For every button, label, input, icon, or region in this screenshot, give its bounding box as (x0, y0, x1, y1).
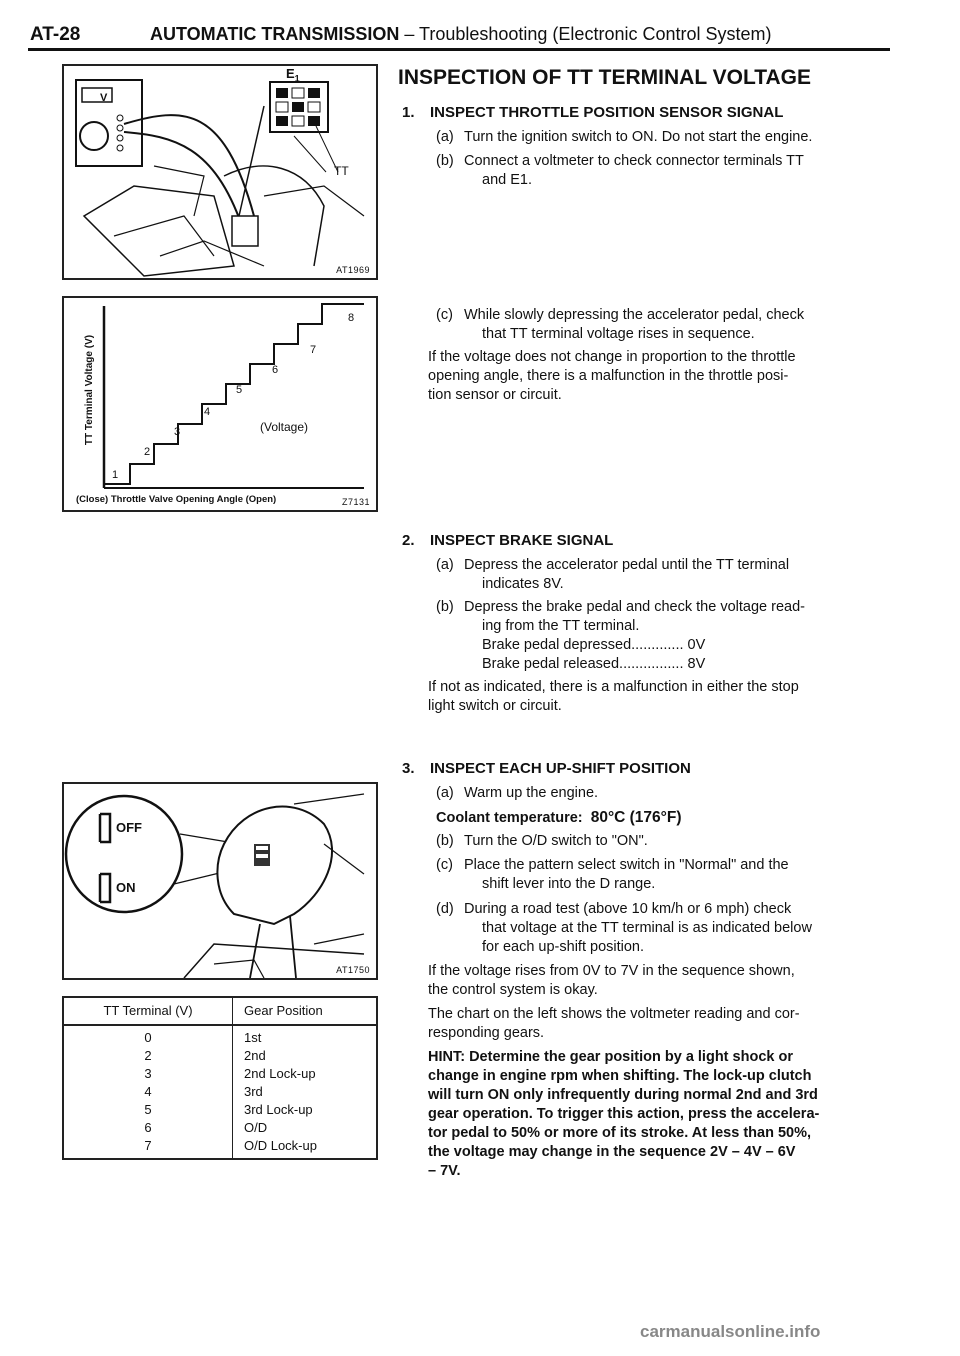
step3-p1: If the voltage rises from 0V to 7V in the sequence shown, (428, 963, 795, 979)
voltmeter-display (82, 88, 112, 102)
step1-c (436, 306, 896, 325)
step2-p1: If not as indicated, there is a malfunction in either the stop (428, 679, 799, 695)
step1-num: 1. (402, 104, 415, 121)
figure-code: AT1969 (336, 265, 370, 275)
cell-volt: 5 (144, 1102, 152, 1117)
step3-p2: the control system is okay. (428, 982, 598, 998)
cell-gear: 2nd (244, 1048, 266, 1063)
figure-voltage-step-chart (62, 296, 378, 512)
page-code: AT-28 (30, 24, 81, 45)
cell-gear: O/D Lock-up (244, 1138, 317, 1153)
label-c: (c) (436, 307, 453, 323)
step-2: 2 (144, 446, 151, 458)
table-row (64, 1084, 376, 1102)
figure-voltmeter-connection (62, 64, 378, 280)
step3-b-text: Turn the O/D switch to "ON". (464, 833, 648, 849)
hint-line-5: tor pedal to 50% or more of its stroke. At less than 50%, (428, 1125, 812, 1141)
step-7: 7 (310, 344, 317, 356)
table-row (64, 1066, 376, 1084)
figure-code-2: Z7131 (341, 497, 370, 507)
step1-c-text2: that TT terminal voltage rises in sequence. (482, 326, 755, 342)
hint-line-2: change in engine rpm when shifting. The lock-up clutch (428, 1068, 812, 1084)
label-c: (c) (436, 857, 453, 873)
step2-p2: light switch or circuit. (428, 698, 562, 714)
step3-d-text1: During a road test (above 10 km/h or 6 mph) check (464, 901, 792, 917)
hint-line-7: – 7V. (428, 1163, 461, 1179)
hint-line-4: gear operation. To trigger this action, press the accelera- (428, 1106, 820, 1122)
header-rule (28, 48, 890, 51)
voltmeter-illustration (64, 66, 376, 278)
label-a: (a) (436, 785, 454, 801)
step2-title: INSPECT BRAKE SIGNAL (430, 532, 614, 549)
step2-a-text1: Depress the accelerator pedal until the TT terminal (464, 557, 790, 573)
table-row (64, 1138, 376, 1156)
header-rest: – Troubleshooting (Electronic Control System) (399, 24, 772, 44)
chart-legend: (Voltage) (260, 420, 309, 434)
step1-b-text1: Connect a voltmeter to check connector terminals TT (464, 153, 804, 169)
cell-volt: 2 (144, 1048, 152, 1063)
step2-b-text1: Depress the brake pedal and check the voltage read- (464, 599, 805, 615)
step3-d-text2: that voltage at the TT terminal is as indicated below (482, 920, 812, 936)
lead-red (124, 115, 254, 216)
label-e1-main: E (286, 66, 295, 81)
cell-gear: 3rd Lock-up (244, 1102, 313, 1117)
hint-line-3: will turn ON only infrequently during normal 2nd and 3rd (428, 1087, 818, 1103)
step3-a-text: Warm up the engine. (464, 785, 599, 801)
step3-d-text3: for each up-shift position. (482, 939, 645, 955)
table-row (64, 1120, 376, 1138)
label-b: (b) (436, 153, 454, 169)
step1-a (436, 128, 896, 147)
meter-label: V (100, 92, 108, 104)
voltage-step-line (104, 304, 364, 484)
switch-off-label: OFF (116, 820, 142, 835)
step2-b-text2: ing from the TT terminal. (482, 618, 640, 634)
step-chart (64, 298, 376, 510)
cell-gear: 1st (244, 1030, 262, 1045)
switch-on-label: ON (116, 880, 136, 895)
step-1: 1 (112, 469, 119, 481)
step-5: 5 (236, 384, 243, 396)
figure-code-3: AT1750 (336, 965, 370, 975)
label-a: (a) (436, 557, 454, 573)
table-body (64, 1030, 376, 1156)
section-title: INSPECTION OF TT TERMINAL VOLTAGE (398, 66, 811, 89)
step-6: 6 (272, 364, 279, 376)
cell-volt: 3 (144, 1066, 152, 1081)
step3-title: INSPECT EACH UP-SHIFT POSITION (430, 760, 691, 777)
cell-gear: 2nd Lock-up (244, 1066, 316, 1081)
label-b: (b) (436, 833, 454, 849)
cell-gear: O/D (244, 1120, 268, 1135)
step3-p4: responding gears. (428, 1025, 545, 1041)
voltmeter-dial (80, 122, 108, 150)
brake-depressed-reading: Brake pedal depressed............. 0V (482, 637, 706, 653)
step1-p2: opening angle, there is a malfunction in the throttle posi- (428, 368, 789, 384)
chart-y-label: TT Terminal Voltage (V) (84, 334, 95, 446)
gear-voltage-table (62, 996, 378, 1160)
cell-volt: 0 (144, 1030, 152, 1045)
hint-line-6: the voltage may change in the sequence 2V – 4V – 6V (428, 1144, 796, 1160)
page-header-title (150, 24, 772, 45)
step3-p3: The chart on the left shows the voltmeter reading and cor- (428, 1006, 800, 1022)
shift-knob (217, 807, 332, 924)
step1-p1: If the voltage does not change in proportion to the throttle (428, 349, 796, 365)
brake-released-reading: Brake pedal released................ 8V (482, 656, 706, 672)
step1-c-text1: While slowly depressing the accelerator pedal, check (464, 307, 805, 323)
label-e1-sub: 1 (294, 73, 300, 84)
step1-b (436, 152, 896, 171)
step1-b-text2: and E1. (482, 172, 532, 188)
hint-line-1: HINT: Determine the gear position by a light shock or (428, 1049, 793, 1065)
step-3: 3 (174, 426, 181, 438)
label-b: (b) (436, 599, 454, 615)
step3-num: 3. (402, 760, 415, 777)
header-bold: AUTOMATIC TRANSMISSION (150, 24, 400, 44)
step1-p3: tion sensor or circuit. (428, 387, 562, 403)
table-row (64, 1102, 376, 1120)
label-a: (a) (436, 129, 454, 145)
coolant-temperature (436, 808, 682, 828)
chart-x-label: (Close) Throttle Valve Opening Angle (Open) (76, 494, 277, 505)
step3-a (436, 784, 598, 803)
cell-volt: 6 (144, 1120, 152, 1135)
step3-b (436, 832, 648, 851)
cell-volt: 7 (144, 1138, 152, 1153)
cell-volt: 4 (144, 1084, 152, 1099)
step1-a-text: Turn the ignition switch to ON. Do not start the engine. (464, 129, 813, 145)
step3-d (436, 900, 791, 919)
coolant-value: 80°C (176°F) (590, 809, 682, 826)
label-e1 (286, 66, 300, 84)
footer-watermark: carmanualsonline.info (640, 1322, 821, 1341)
step-8: 8 (348, 312, 355, 324)
step2-a-text2: indicates 8V. (482, 576, 564, 592)
label-tt: TT (334, 164, 349, 178)
step3-c-text2: shift lever into the D range. (482, 876, 656, 892)
step2-num: 2. (402, 532, 415, 549)
step2-b (436, 598, 896, 617)
cell-gear: 3rd (244, 1084, 263, 1099)
step-4: 4 (204, 406, 211, 418)
step1-title: INSPECT THROTTLE POSITION SENSOR SIGNAL (430, 104, 784, 121)
shift-lever-illustration (64, 784, 376, 978)
coolant-label: Coolant temperature: (436, 810, 583, 826)
table-header-gear: Gear Position (244, 1003, 323, 1018)
table-header-voltage: TT Terminal (V) (103, 1003, 193, 1018)
table-row (64, 1048, 376, 1066)
figure-od-switch (62, 782, 378, 980)
table-header-rule (64, 1024, 376, 1026)
step2-a (436, 556, 896, 575)
step3-c (436, 856, 789, 875)
table-row (64, 1030, 376, 1048)
label-d: (d) (436, 901, 454, 917)
step3-c-text1: Place the pattern select switch in "Normal" and the (464, 857, 789, 873)
